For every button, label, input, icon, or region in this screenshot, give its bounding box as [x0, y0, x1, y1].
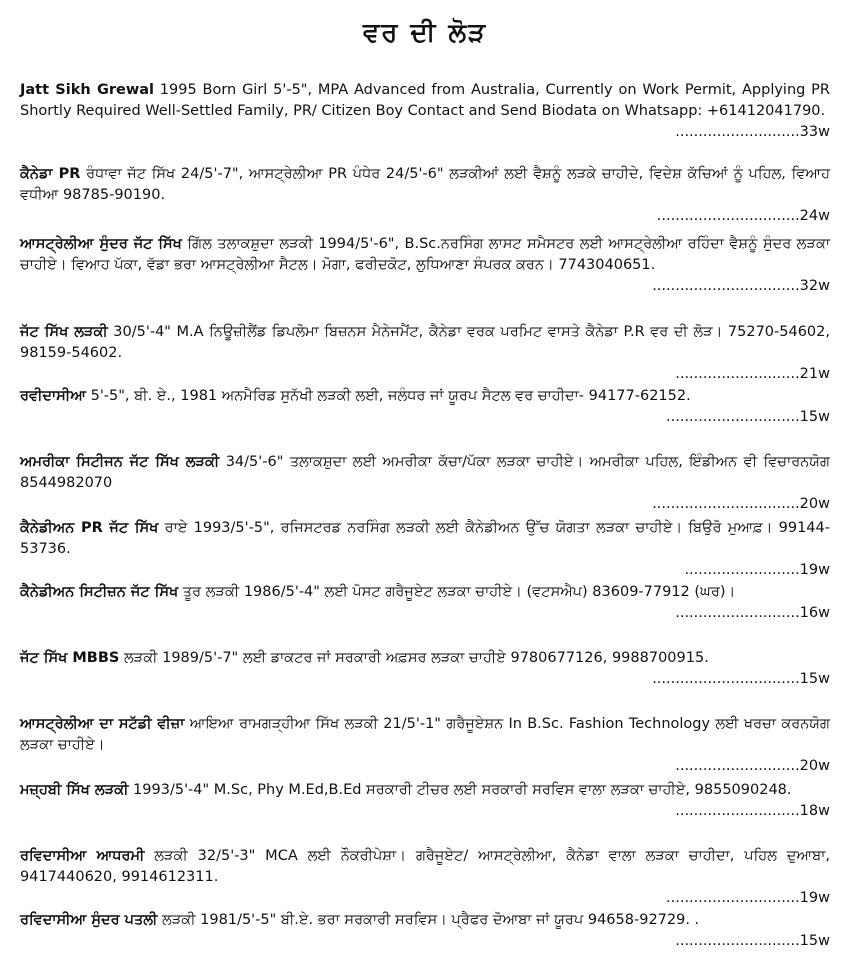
ad-heading: ਕੈਨੇਡਾ PR [20, 166, 81, 182]
ad-price: ................................32w [652, 278, 830, 294]
ad-price: ...........................18w [675, 803, 830, 819]
ad-item [20, 80, 830, 143]
ad-price: ...........................33w [675, 124, 830, 140]
ad-heading: Jatt Sikh Grewal [20, 82, 154, 98]
ad-item [20, 846, 830, 909]
ad-heading: ਕੈਨੇਡੀਅਨ ਸਿਟੀਜ਼ਨ ਜੱਟ ਸਿੱਖ [20, 584, 179, 600]
ad-body: ਲੜਕੀ 32/5'-3" MCA ਲਈ ਨੌਕਰੀਪੇਸ਼ਾ। ਗਰੈਜੂਏਟ/ ਆਸਟ੍ਰੇਲੀਆ, ਕੈਨੇਡਾ ਵਾਲਾ ਲੜਕਾ ਚਾਹੀਦਾ, ਪਹਿਲ ਦੁਆਬਾ, 9417440620, 9914612311. [20, 848, 830, 885]
ad-price: ...............................24w [656, 208, 830, 224]
ad-heading: ਜੱਟ ਸਿੱਖ ਲੜਕੀ [20, 324, 108, 340]
ad-price: ...........................21w [675, 366, 830, 382]
ad-price: .............................15w [666, 409, 830, 425]
ad-item [20, 164, 830, 227]
ad-item [20, 910, 830, 952]
ad-item [20, 714, 830, 777]
ad-price: ...........................16w [675, 605, 830, 621]
ad-body: ਰਾਏ 1993/5'-5", ਰਜਿਸਟਰਡ ਨਰਸਿੰਗ ਲੜਕੀ ਲਈ ਕੈਨੇਡੀਅਨ ਉੱਚ ਯੋਗਤਾ ਲੜਕਾ ਚਾਹੀਏ। ਬਿਉਰੋ ਮੁਆਫ਼। 99144-53736. [20, 520, 830, 557]
ad-body: 30/5'-4" M.A ਨਿਊਜ਼ੀਲੈਂਡ ਡਿਪਲੋਮਾ ਬਿਜ਼ਨਸ ਮੈਨੇਜਮੈਂਟ, ਕੈਨੇਡਾ ਵਰਕ ਪਰਮਿਟ ਵਾਸਤੇ ਕੈਨੇਡਾ P.R ਵਰ ਦੀ ਲੋੜ। 75270-54602, 98159-54602. [20, 324, 830, 361]
ad-body: ਗਿੱਲ ਤਲਾਕਸ਼ੁਦਾ ਲੜਕੀ 1994/5'-6", B.Sc.ਨਰਸਿੰਗ ਲਾਸਟ ਸਮੈਸਟਰ ਲਈ ਆਸਟ੍ਰੇਲੀਆ ਰਹਿੰਦਾ ਵੈਸ਼ਨੂੰ ਸੁੰਦਰ ਲੜਕਾ ਚਾਹੀਏ। ਵਿਆਹ ਪੱਕਾ, ਵੱਡਾ ਭਰਾ ਆਸਟ੍ਰੇਲੀਆ ਸੈਟਲ। ਮੋਗਾ, ਫਰੀਦਕੋਟ, ਲੁਧਿਆਣਾ ਸੰਪਰਕ ਕਰਨ। 7743040651. [20, 236, 830, 273]
ad-heading: ਕੈਨੇਡੀਅਨ PR ਜੱਟ ਸਿੱਖ [20, 520, 159, 536]
ad-body: ਤੂਰ ਲੜਕੀ 1986/5'-4" ਲਈ ਪੋਸਟ ਗਰੈਜੂਏਟ ਲੜਕਾ ਚਾਹੀਏ। (ਵਟਸਐਪ) 83609-77912 (ਘਰ)। [178, 584, 736, 600]
ad-item [20, 234, 830, 297]
ad-price: .............................19w [666, 890, 830, 906]
ad-item [20, 518, 830, 581]
ad-item [20, 386, 830, 428]
ad-price: .........................19w [684, 562, 830, 578]
ad-heading: ਮਜ਼੍ਹਬੀ ਸਿੱਖ ਲੜਕੀ [20, 782, 129, 798]
ad-body: 1995 Born Girl 5'-5", MPA Advanced from Australia, Currently on Work Permit, Applying PR Shortly Required Well-Settled Family, PR/ Citizen Boy Contact and Send Biodata on Whatsapp: +61412041790. [20, 82, 830, 119]
ad-heading: ਆਸਟ੍ਰੇਲੀਆ ਦਾ ਸਟੱਡੀ ਵੀਜ਼ਾ [20, 716, 185, 732]
ad-price: ................................15w [652, 671, 830, 687]
ad-price: ................................20w [652, 496, 830, 512]
ad-item [20, 780, 830, 822]
ad-body: ਆਇਆ ਰਾਮਗੜ੍ਹੀਆ ਸਿੱਖ ਲੜਕੀ 21/5'-1" ਗਰੈਜੂਏਸ਼ਨ In B.Sc. Fashion Technology ਲਈ ਖਰਚਾ ਕਰਨਯੋਗ ਲੜਕਾ ਚਾਹੀਏ। [20, 716, 830, 753]
ad-price: ...........................20w [675, 758, 830, 774]
ad-heading: ਆਸਟ੍ਰੇਲੀਆ ਸੁੰਦਰ ਜੱਟ ਸਿੱਖ [20, 236, 182, 252]
ad-heading: ਰਵਿਦਾਸੀਆ ਸੁੰਦਰ ਪਤਲੀ [20, 912, 158, 928]
ad-price: ...........................15w [675, 933, 830, 949]
ad-item [20, 452, 830, 515]
ad-item [20, 322, 830, 385]
ad-heading: ਰਵਿਦਾਸੀਆ ਆਧਰਮੀ [20, 848, 145, 864]
ad-body: ਲੜਕੀ 1989/5'-7" ਲਈ ਡਾਕਟਰ ਜਾਂ ਸਰਕਾਰੀ ਅਫ਼ਸਰ ਲੜਕਾ ਚਾਹੀਏ 9780677126, 9988700915. [119, 650, 709, 666]
page-title: ਵਰ ਦੀ ਲੋੜ [362, 18, 488, 48]
ad-body: 34/5'-6" ਤਲਾਕਸ਼ੁਦਾ ਲਈ ਅਮਰੀਕਾ ਕੱਚਾ/ਪੱਕਾ ਲੜਕਾ ਚਾਹੀਏ। ਅਮਰੀਕਾ ਪਹਿਲ, ਇੰਡੀਅਨ ਵੀ ਵਿਚਾਰਨਯੋਗ 8544982070 [20, 454, 830, 491]
ad-body: 5'-5", ਬੀ. ਏ., 1981 ਅਨਮੈਰਿਡ ਸੁਨੱਖੀ ਲੜਕੀ ਲਈ, ਜਲੰਧਰ ਜਾਂ ਯੂਰਪ ਸੈਟਲ ਵਰ ਚਾਹੀਦਾ- 94177-62152. [85, 388, 691, 404]
ad-body: 1993/5'-4" M.Sc, Phy M.Ed,B.Ed ਸਰਕਾਰੀ ਟੀਚਰ ਲਈ ਸਰਕਾਰੀ ਸਰਵਿਸ ਵਾਲਾ ਲੜਕਾ ਚਾਹੀਏ, 9855090248. [128, 782, 792, 798]
ad-heading: ਰਵੀਦਾਸੀਆ [20, 388, 86, 404]
ad-item [20, 648, 830, 690]
ad-body: ਰੰਧਾਵਾ ਜੱਟ ਸਿੱਖ 24/5'-7", ਆਸਟ੍ਰੇਲੀਆ PR ਪੰਧੇਰ 24/5'-6" ਲੜਕੀਆਂ ਲਈ ਵੈਸ਼ਨੂੰ ਲੜਕੇ ਚਾਹੀਦੇ, ਵਿਦੇਸ਼ ਕੱਚਿਆਂ ਨੂੰ ਪਹਿਲ, ਵਿਆਹ ਵਧੀਆ 98785-90190. [20, 166, 830, 203]
ad-body: ਲੜਕੀ 1981/5'-5" ਬੀ.ਏ. ਭਰਾ ਸਰਕਾਰੀ ਸਰਵਿਸ। ਪ੍ਰੈਫਰ ਦੋਆਬਾ ਜਾਂ ਯੂਰਪ 94658-92729. . [157, 912, 700, 928]
ad-heading: ਜੱਟ ਸਿੱਖ MBBS [20, 650, 120, 666]
ad-item [20, 582, 830, 624]
ad-heading: ਅਮਰੀਕਾ ਸਿਟੀਜਨ ਜੱਟ ਸਿੱਖ ਲੜਕੀ [20, 454, 220, 470]
